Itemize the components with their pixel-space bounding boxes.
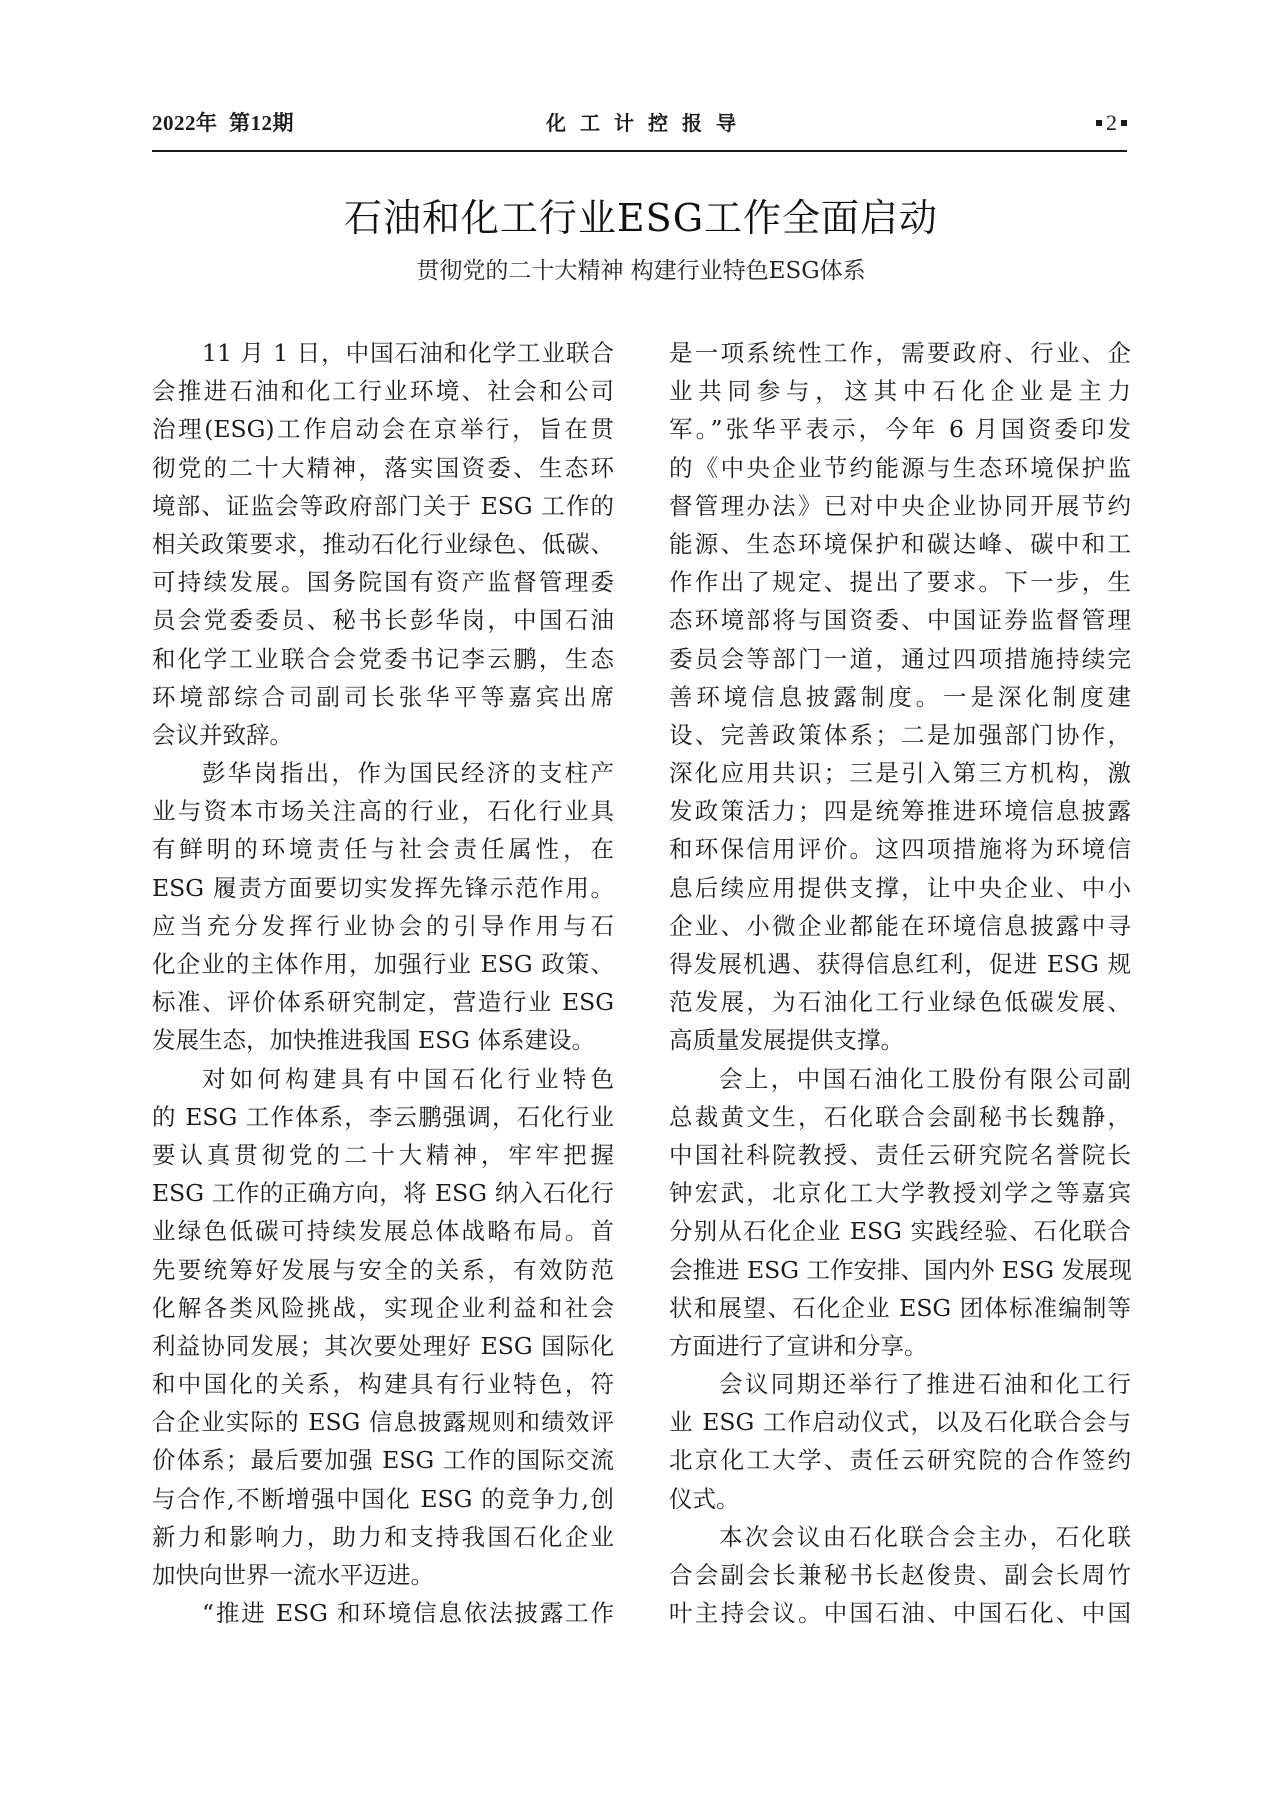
text-line: 业绿色低碳可持续发展总体战略布局。首: [152, 1217, 614, 1246]
text-line: 息后续应用提供支撑，让中央企业、中小: [669, 873, 1131, 902]
text-line: 11 月 1 日，中国石油和化学工业联合: [202, 339, 614, 367]
text-line: 总裁黄文生，石化联合会副秘书长魏静，: [669, 1102, 1131, 1131]
text-line: 本次会议由石化联合会主办，石化联: [719, 1522, 1131, 1551]
text-line: 作作出了规定、提出了要求。下一步，生: [669, 568, 1131, 597]
text-line: 和中国化的关系，构建具有行业特色，符: [152, 1370, 614, 1399]
text-line: 业与资本市场关注高的行业，石化行业具: [152, 797, 614, 826]
text-line: 的 ESG 工作体系，李云鹏强调，石化行业: [152, 1102, 614, 1131]
body-column-left: [152, 334, 614, 1632]
text-line: 会议同期还举行了推进石油和化工行: [719, 1370, 1131, 1399]
text-line: 加快向世界一流水平迈进。: [152, 1561, 434, 1589]
text-line: ESG 履责方面要切实发挥先锋示范作用。: [152, 873, 614, 902]
text-line: 化企业的主体作用，加强行业 ESG 政策、: [152, 950, 614, 978]
running-header: [152, 108, 1127, 138]
text-line: 境部、证监会等政府部门关于 ESG 工作的: [152, 491, 614, 520]
text-line: 方面进行了宣讲和分享。: [669, 1331, 928, 1360]
text-line: 合企业实际的 ESG 信息披露规则和绩效评: [152, 1408, 614, 1437]
text-line: 高质量发展提供支撑。: [669, 1026, 904, 1055]
text-line: 会推进 ESG 工作安排、国内外 ESG 发展现: [669, 1255, 1132, 1284]
text-line: 价体系；最后要加强 ESG 工作的国际交流: [152, 1446, 614, 1475]
body-column-right: [669, 334, 1131, 1632]
text-line: 合会副会长兼秘书长赵俊贵、副会长周竹: [669, 1561, 1131, 1589]
text-line: 可持续发展。国务院国有资产监督管理委: [152, 568, 614, 597]
text-line: 中国社科院教授、责任云研究院名誉院长: [669, 1140, 1131, 1169]
text-line: 状和展望、石化企业 ESG 团体标准编制等: [669, 1293, 1131, 1322]
text-line: 态环境部将与国资委、中国证券监督管理: [669, 606, 1131, 635]
text-line: 北京化工大学、责任云研究院的合作签约: [669, 1446, 1131, 1475]
text-line: 是一项系统性工作，需要政府、行业、企: [669, 339, 1131, 367]
text-line: 和环保信用评价。这四项措施将为环境信: [669, 835, 1131, 864]
text-line: 军。”张华平表示，今年 6 月国资委印发: [669, 415, 1131, 444]
text-line: 分别从石化企业 ESG 实践经验、石化联合: [669, 1217, 1131, 1246]
text-line: 委员会等部门一道，通过四项措施持续完: [669, 644, 1131, 673]
text-line: 深化应用共识；三是引入第三方机构，激: [669, 759, 1131, 788]
text-line: 应当充分发挥行业协会的引导作用与石: [152, 911, 614, 940]
article-subtitle: 贯彻党的二十大精神 构建行业特色ESG体系: [416, 258, 866, 284]
text-line: 得发展机遇、获得信息红利，促进 ESG 规: [669, 950, 1131, 978]
text-line: 业 ESG 工作启动仪式，以及石化联合会与: [669, 1408, 1131, 1437]
text-line: 设、完善政策体系；二是加强部门协作，: [669, 720, 1131, 749]
text-line: 治理(ESG)工作启动会在京举行，旨在贯: [152, 415, 614, 444]
text-line: 业共同参与，这其中石化企业是主力: [669, 377, 1131, 406]
text-line: 对如何构建具有中国石化行业特色: [202, 1064, 614, 1093]
text-line: 发政策活力；四是统筹推进环境信息披露: [669, 797, 1131, 826]
text-line: 的《中央企业节约能源与生态环境保护监: [669, 453, 1131, 482]
text-line: 要认真贯彻党的二十大精神，牢牢把握: [152, 1140, 614, 1169]
page-number: [1096, 108, 1127, 138]
text-line: 会议并致辞。: [152, 720, 293, 749]
text-line: 相关政策要求，推动石化行业绿色、低碳、: [152, 529, 614, 558]
text-line: “推进 ESG 和环境信息依法披露工作: [202, 1599, 614, 1628]
text-line: 利益协同发展；其次要处理好 ESG 国际化: [152, 1331, 614, 1360]
text-line: 叶主持会议。中国石油、中国石化、中国: [669, 1599, 1131, 1628]
square-bullet-icon: [1121, 120, 1127, 126]
header-divider: [152, 150, 1127, 152]
text-line: 仪式。: [669, 1484, 740, 1513]
text-line: 彻党的二十大精神，落实国资委、生态环: [152, 453, 614, 482]
text-line: 有鲜明的环境责任与社会责任属性，在: [152, 835, 614, 864]
text-line: 彭华岗指出，作为国民经济的支柱产: [202, 759, 614, 788]
square-bullet-icon: [1096, 120, 1102, 126]
text-line: 能源、生态环境保护和碳达峰、碳中和工: [669, 529, 1131, 558]
text-line: 督管理办法》已对中央企业协同开展节约: [669, 491, 1131, 520]
text-line: 标准、评价体系研究制定，营造行业 ESG: [152, 988, 614, 1017]
issue-label: 2022年 第12期: [152, 111, 294, 135]
text-line: 和化学工业联合会党委书记李云鹏，生态: [152, 644, 614, 673]
text-line: 范发展，为石油化工行业绿色低碳发展、: [669, 988, 1131, 1017]
text-line: 化解各类风险挑战，实现企业利益和社会: [152, 1293, 614, 1322]
text-line: 钟宏武，北京化工大学教授刘学之等嘉宾: [669, 1179, 1131, 1208]
text-line: 企业、小微企业都能在环境信息披露中寻: [669, 911, 1131, 940]
text-line: 新力和影响力，助力和支持我国石化企业: [152, 1522, 614, 1551]
page-number-value: 2: [1106, 110, 1117, 135]
text-line: 先要统筹好发展与安全的关系，有效防范: [152, 1255, 614, 1284]
text-line: 会推进石油和化工行业环境、社会和公司: [152, 377, 614, 406]
text-line: 与合作,不断增强中国化 ESG 的竞争力,创: [152, 1484, 614, 1513]
journal-name: 化 工 计 控 报 导: [546, 111, 736, 135]
text-line: 环境部综合司副司长张华平等嘉宾出席: [152, 682, 614, 711]
text-line: 会上，中国石油化工股份有限公司副: [719, 1064, 1131, 1093]
text-line: 员会党委委员、秘书长彭华岗，中国石油: [152, 606, 614, 635]
article-title: 石油和化工行业ESG工作全面启动: [343, 196, 939, 240]
text-line: 善环境信息披露制度。一是深化制度建: [669, 682, 1131, 711]
text-line: 发展生态，加快推进我国 ESG 体系建设。: [152, 1026, 595, 1055]
text-line: ESG 工作的正确方向，将 ESG 纳入石化行: [152, 1179, 614, 1208]
